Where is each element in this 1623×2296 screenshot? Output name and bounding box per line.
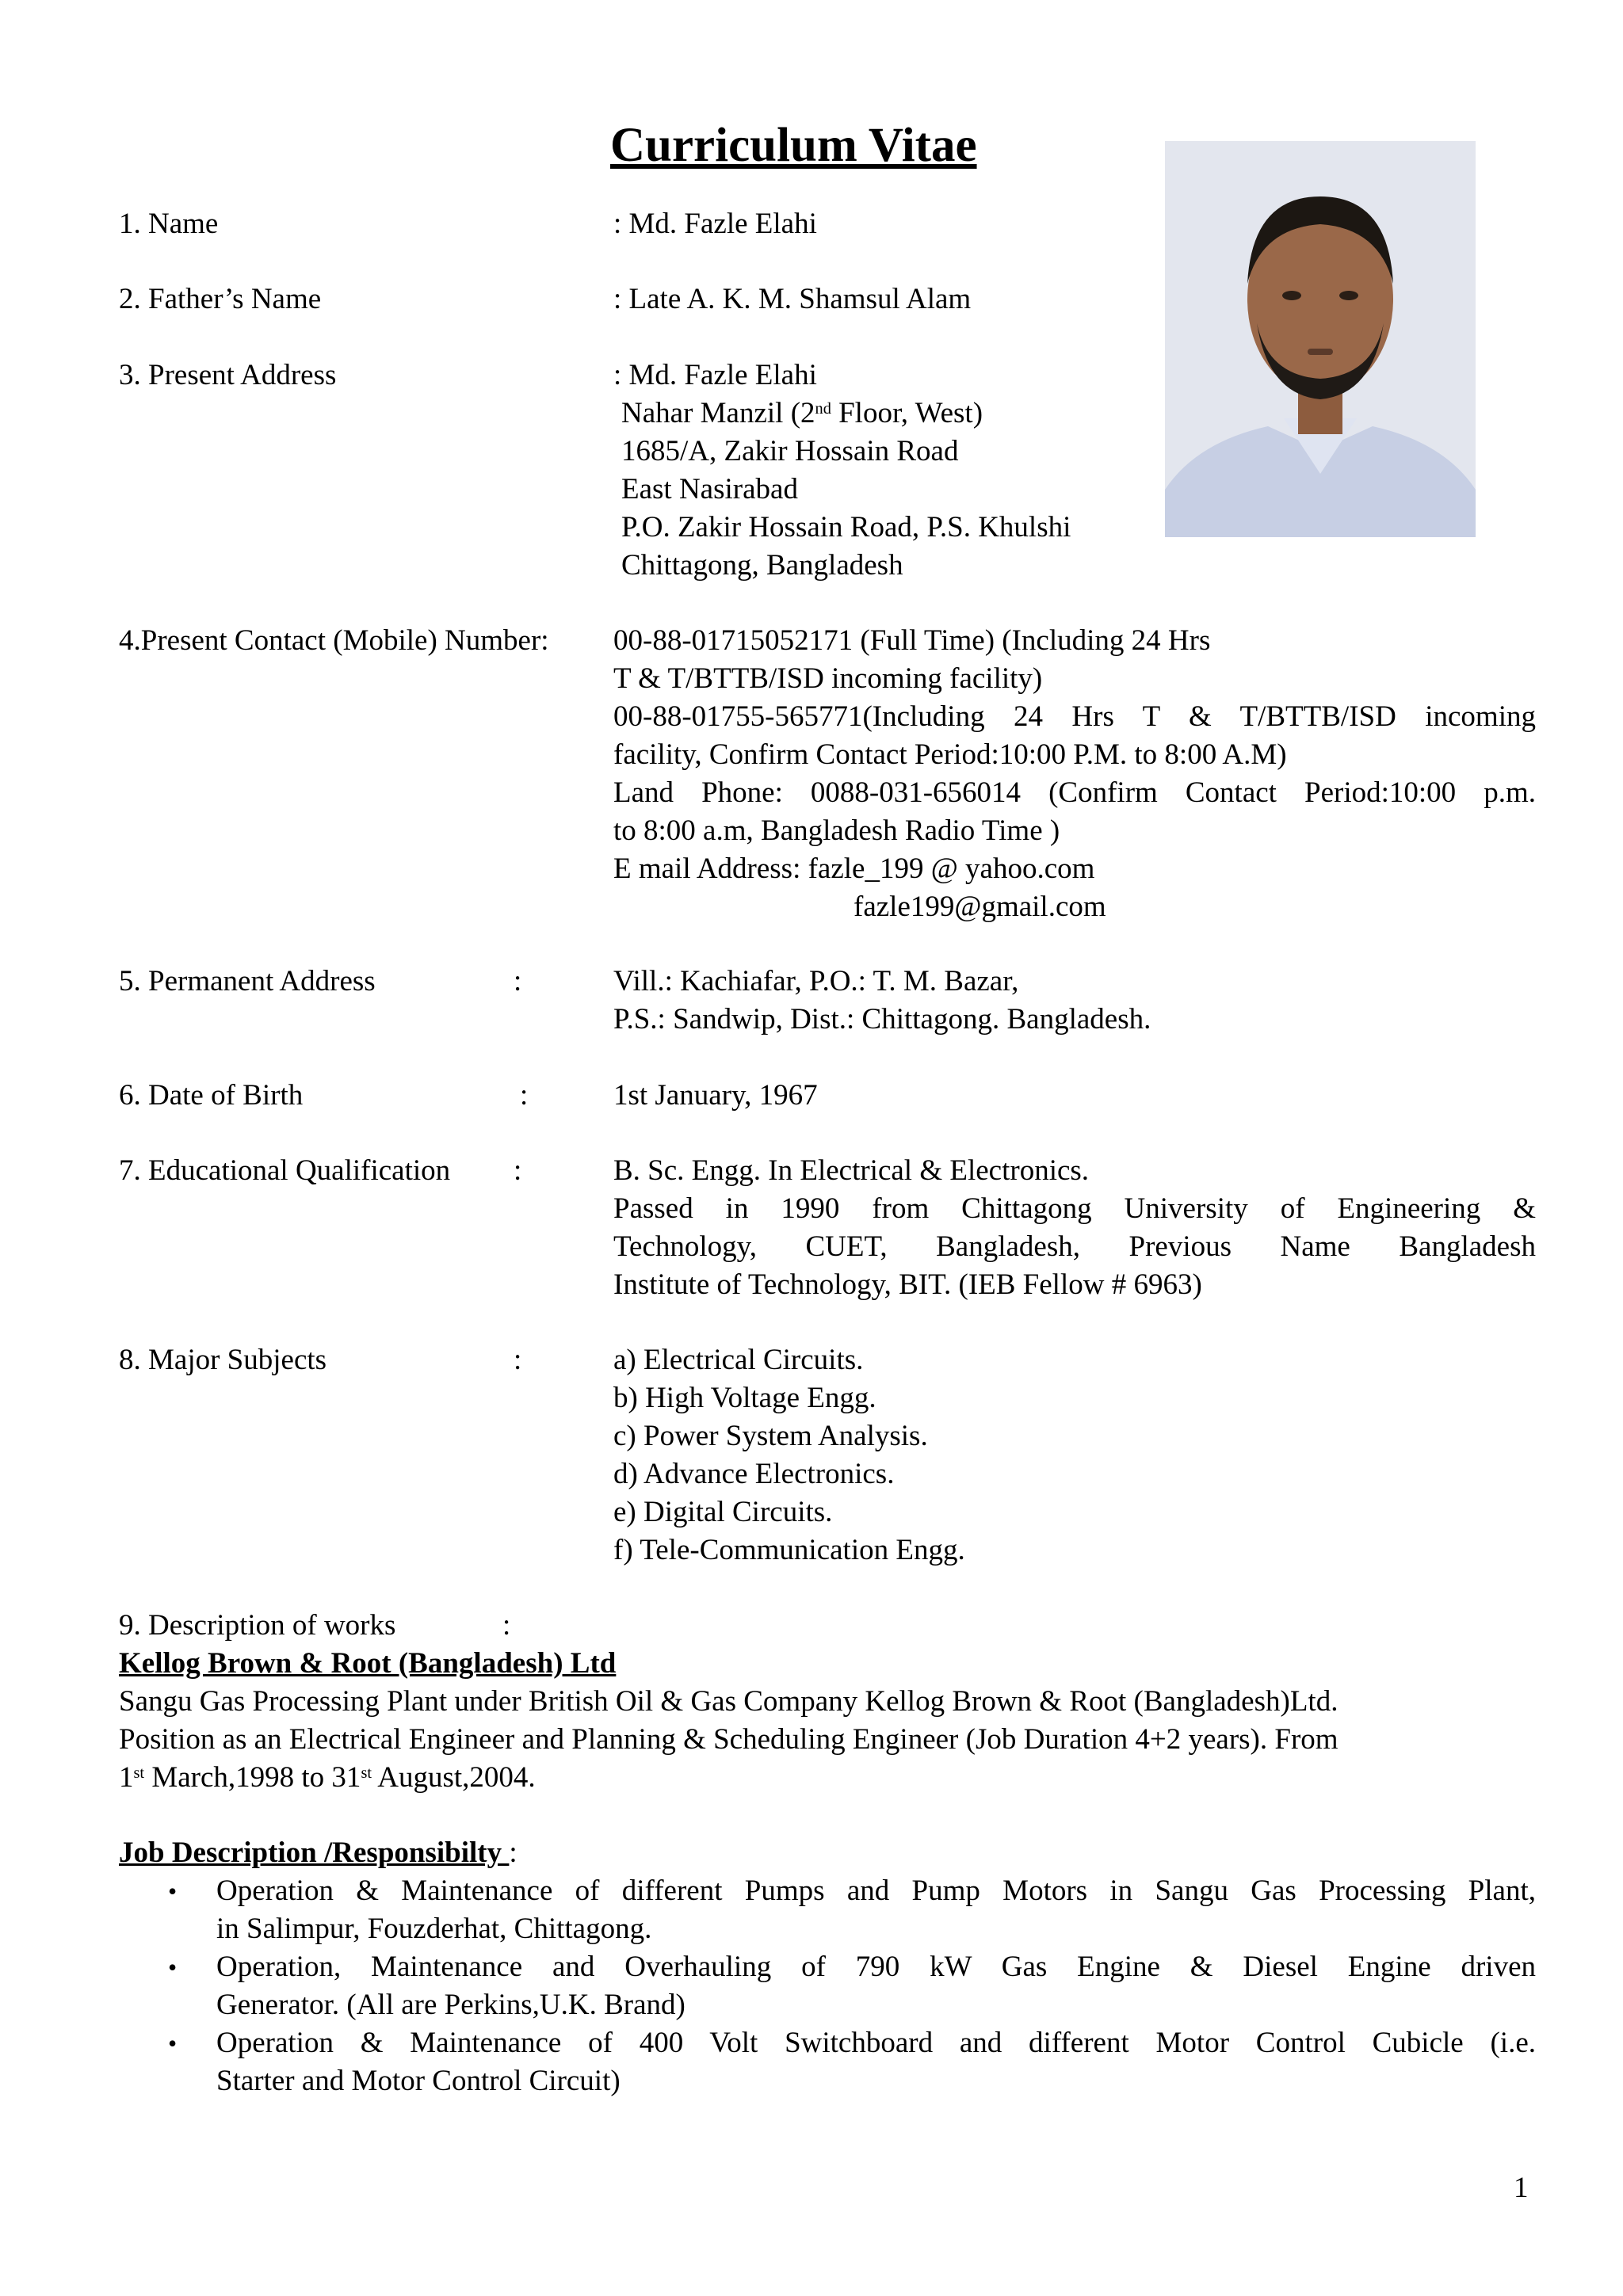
education-line: Passed in 1990 from Chittagong University of Engineering & [613, 1192, 1536, 1225]
job-heading: Job Description /Responsibilty : [119, 1836, 517, 1869]
present-address-line: Chittagong, Bangladesh [621, 549, 903, 582]
present-address-line: P.O. Zakir Hossain Road, P.S. Khulshi [621, 511, 1071, 543]
works-colon: : [502, 1609, 511, 1642]
job-bullet-line: Generator. (All are Perkins,U.K. Brand) [216, 1989, 685, 2021]
subject-item: a) Electrical Circuits. [613, 1344, 864, 1376]
contact-line: facility, Confirm Contact Period:10:00 P.M. to 8:00 A.M) [613, 738, 1287, 771]
subject-item: f) Tele-Communication Engg. [613, 1534, 965, 1566]
job-bullet-line: Operation & Maintenance of 400 Volt Switchboard and different Motor Control Cubicle (i.e. [216, 2027, 1536, 2059]
dob-label: 6. Date of Birth [119, 1079, 304, 1112]
subjects-colon: : [514, 1344, 522, 1376]
profile-photo [1165, 141, 1476, 537]
education-line: Technology, CUET, Bangladesh, Previous Name Bangladesh [613, 1230, 1536, 1263]
bullet-icon: • [168, 2029, 178, 2058]
job-bullet-line: Operation, Maintenance and Overhauling of 790 kW Gas Engine & Diesel Engine driven [216, 1951, 1536, 1983]
document-title: Curriculum Vitae [610, 119, 977, 172]
bullet-icon: • [168, 1877, 178, 1905]
father-name-label: 2. Father’s Name [119, 283, 322, 315]
dob-colon: : [520, 1079, 529, 1112]
education-label: 7. Educational Qualification [119, 1154, 451, 1187]
present-address-line: 1685/A, Zakir Hossain Road [621, 435, 959, 467]
email-line: E mail Address: fazle_199 @ yahoo.com [613, 852, 1095, 885]
education-colon: : [514, 1154, 522, 1187]
company-description: 1st March,1998 to 31st August,2004. [119, 1761, 536, 1794]
contact-label: 4.Present Contact (Mobile) Number: [119, 624, 549, 657]
education-line: Institute of Technology, BIT. (IEB Fellow # 6963) [613, 1268, 1202, 1301]
subject-item: e) Digital Circuits. [613, 1496, 833, 1528]
contact-line: Land Phone: 0088-031-656014 (Confirm Contact Period:10:00 p.m. [613, 776, 1536, 809]
name-label: 1. Name [119, 208, 219, 240]
job-bullet-line: Operation & Maintenance of different Pumps and Pump Motors in Sangu Gas Processing Plant, [216, 1875, 1536, 1907]
permanent-address-label: 5. Permanent Address [119, 965, 376, 997]
page-number: 1 [1514, 2172, 1529, 2204]
subjects-label: 8. Major Subjects [119, 1344, 327, 1376]
subject-item: d) Advance Electronics. [613, 1458, 895, 1490]
dob-value: 1st January, 1967 [613, 1079, 818, 1112]
contact-line: T & T/BTTB/ISD incoming facility) [613, 662, 1043, 695]
present-address-line: East Nasirabad [621, 473, 798, 505]
company-description: Position as an Electrical Engineer and Planning & Scheduling Engineer (Job Duration 4+2 years). From [119, 1723, 1338, 1756]
portrait-image [1165, 141, 1476, 537]
company-name: Kellog Brown & Root (Bangladesh) Ltd [119, 1647, 617, 1680]
contact-line: 00-88-01755-565771(Including 24 Hrs T & T/BTTB/ISD incoming [613, 700, 1536, 733]
father-name-value: : Late A. K. M. Shamsul Alam [613, 283, 972, 315]
name-value: : Md. Fazle Elahi [613, 208, 817, 240]
email-line: fazle199@gmail.com [854, 891, 1106, 923]
permanent-address-colon: : [514, 965, 522, 997]
permanent-address-line: P.S.: Sandwip, Dist.: Chittagong. Bangladesh. [613, 1003, 1151, 1035]
company-description: Sangu Gas Processing Plant under British Oil & Gas Company Kellog Brown & Root (Bangladesh)Ltd. [119, 1685, 1338, 1718]
education-line: B. Sc. Engg. In Electrical & Electronics. [613, 1154, 1090, 1187]
present-address-label: 3. Present Address [119, 359, 337, 391]
subject-item: b) High Voltage Engg. [613, 1382, 876, 1414]
job-bullet-line: in Salimpur, Fouzderhat, Chittagong. [216, 1913, 652, 1945]
works-label: 9. Description of works [119, 1609, 396, 1642]
subject-item: c) Power System Analysis. [613, 1420, 928, 1452]
permanent-address-line: Vill.: Kachiafar, P.O.: T. M. Bazar, [613, 965, 1019, 997]
job-bullet-line: Starter and Motor Control Circuit) [216, 2065, 621, 2097]
present-address-line: : Md. Fazle Elahi [613, 359, 817, 391]
contact-line: to 8:00 a.m, Bangladesh Radio Time ) [613, 814, 1060, 847]
present-address-line: Nahar Manzil (2nd Floor, West) [621, 397, 983, 429]
contact-line: 00-88-01715052171 (Full Time) (Including 24 Hrs [613, 624, 1211, 657]
bullet-icon: • [168, 1953, 178, 1981]
